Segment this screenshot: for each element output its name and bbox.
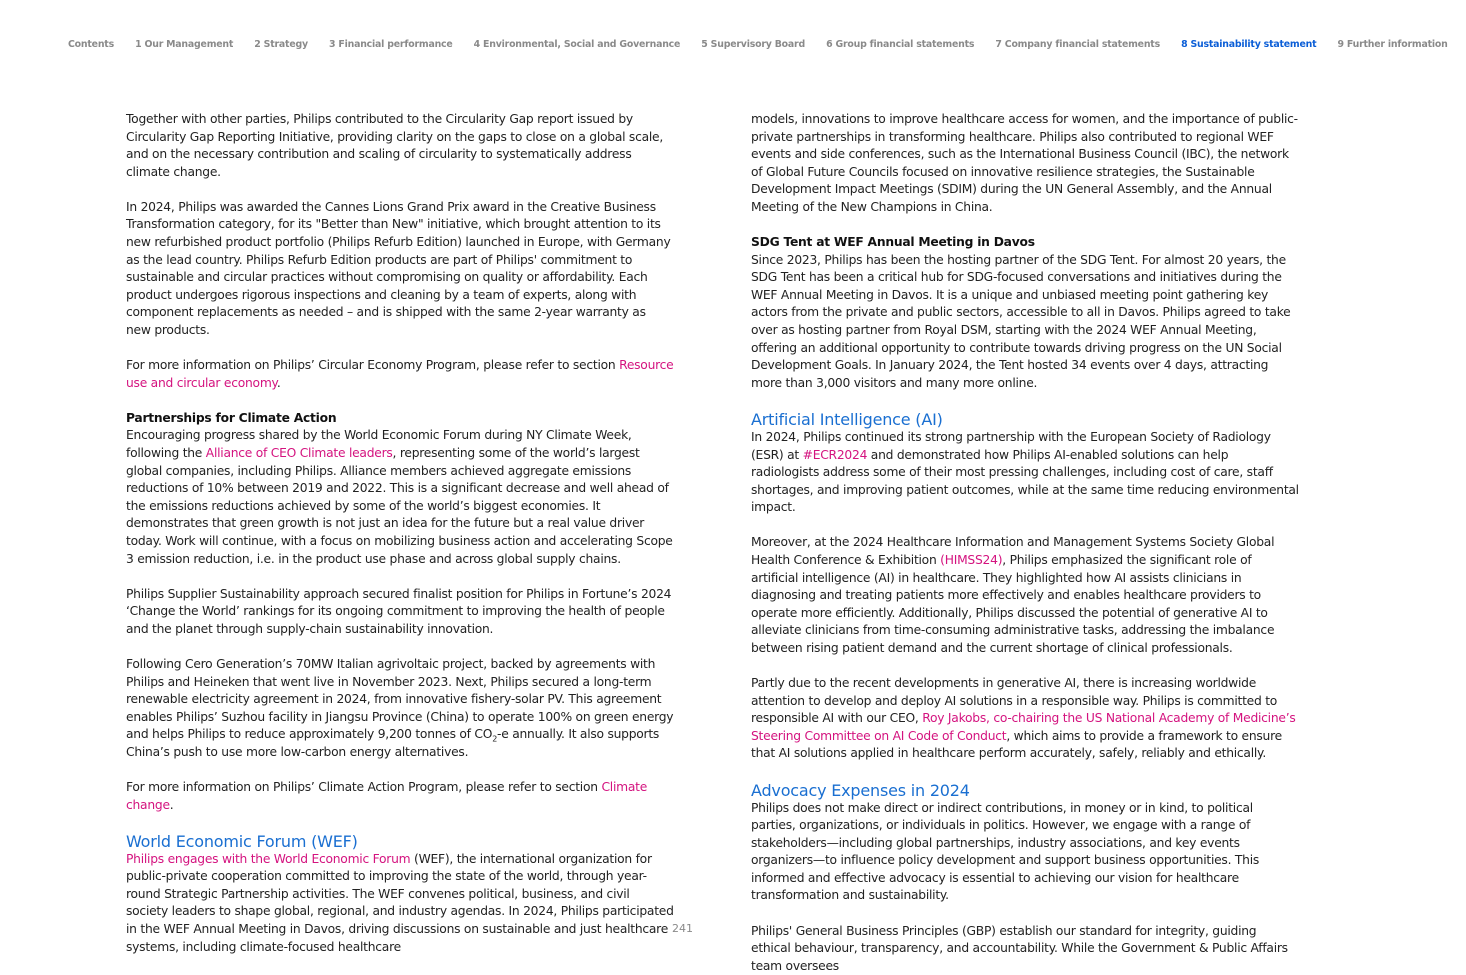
link-himss24[interactable]: (HIMSS24) bbox=[940, 552, 1003, 567]
paragraph-ecr2024: In 2024, Philips continued its strong partnership with the European Society of Radiology (ESR) at #ECR2024 and demonstrated how Philips AI-enabled solutions can help radiologists address some of their most pressing challenges, including cost of care, staff shortages, and improving patient outcomes, while at the same time reducing environmental impact. bbox=[751, 429, 1299, 515]
paragraph-gbp: Philips' General Business Principles (GBP) establish our standard for integrity, guiding ethical behaviour, transparency, and accountability. While the Government & Public Affairs team oversees bbox=[751, 923, 1288, 973]
subheading-partnerships: Partnerships for Climate Action bbox=[126, 410, 337, 425]
link-resource-use[interactable]: Resource use and circular economy bbox=[126, 358, 674, 390]
paragraph-climate-week: Encouraging progress shared by the World Economic Forum during NY Climate Week, following the Alliance of CEO Climate leaders, representing some of the world’s largest global companies, including Philips. Alliance members achieved aggregate emissions reductions of 10% between 2019 and 2022. This is a significant decrease and well ahead of the emissions reductions achieved by some of the world’s biggest economies. It demonstrates that green growth is not just an idea for the future but a real value driver today. Work will continue, with a focus on mobilizing business action and accelerating Scope 3 emission reduction, i.e. in the product use phase and across global supply chains. bbox=[126, 428, 673, 566]
paragraph-fortune: Philips Supplier Sustainability approach secured finalist position for Philips in Fortune’s 2024 ‘Change the World’ rankings for its ongoing commitment to improving the health of people and the planet through supply-chain sustainability innovation. bbox=[126, 586, 672, 636]
right-column bbox=[751, 111, 1299, 975]
nav-esg[interactable]: 4 Environmental, Social and Governance bbox=[473, 39, 681, 50]
nav-further-information[interactable]: 9 Further information bbox=[1337, 39, 1448, 50]
paragraph-wef-continued: models, innovations to improve healthcare access for women, and the importance of public-private partnerships in transforming healthcare. Philips also contributed to regional WEF events and side conferences, such as the International Business Council (IBC), the network of Global Future Councils focused on innovative resilience strategies, the Sustainable Development Impact Meetings (SDIM) during the UN General Assembly, and the Annual Meeting of the New Champions in China. bbox=[751, 112, 1298, 214]
nav-our-management[interactable]: 1 Our Management bbox=[135, 39, 234, 50]
nav-company-financial-statements[interactable]: 7 Company financial statements bbox=[995, 39, 1160, 50]
nav-supervisory-board[interactable]: 5 Supervisory Board bbox=[701, 39, 805, 50]
nav-sustainability-statement[interactable]: 8 Sustainability statement bbox=[1181, 39, 1317, 50]
nav-contents[interactable]: Contents bbox=[68, 39, 114, 50]
paragraph-climate-action-ref: For more information on Philips’ Climate Action Program, please refer to section Climate change. bbox=[126, 780, 648, 812]
paragraph-sdg-tent: Since 2023, Philips has been the hosting partner of the SDG Tent. For almost 20 years, the SDG Tent has been a critical hub for SDG-focused conversations and initiatives during the WEF Annual Meeting in Davos. It is a unique and unbiased meeting point gathering key actors from the private and public sectors, accessible to all in Davos. Philips agreed to take over as hosting partner from Royal DSM, starting with the 2024 WEF Annual Meeting, offering an additional opportunity to contribute towards driving progress on the UN Social Development Goals. In January 2024, the Tent hosted 34 events over 4 days, attracting more than 3,000 visitors and many more online. bbox=[751, 252, 1291, 390]
top-navigation bbox=[68, 39, 1466, 50]
subheading-sdg-tent: SDG Tent at WEF Annual Meeting in Davos bbox=[751, 235, 1035, 250]
paragraph-circularity-gap: Together with other parties, Philips contributed to the Circularity Gap report issued by Circularity Gap Reporting Initiative, providing clarity on the gaps to close on a global scale, and on the necessary contribution and scaling of circularity to systematically address climate change. bbox=[126, 112, 664, 179]
heading-advocacy: Advocacy Expenses in 2024 bbox=[751, 780, 970, 800]
nav-group-financial-statements[interactable]: 6 Group financial statements bbox=[826, 39, 975, 50]
link-roy-jakobs[interactable]: Roy Jakobs, co-chairing the US National Academy of Medicine’s Steering Committee on AI Code of Conduct bbox=[751, 711, 1296, 743]
left-column bbox=[126, 111, 674, 956]
paragraph-himss24: Moreover, at the 2024 Healthcare Information and Management Systems Society Global Health Conference & Exhibition (HIMSS24), Philips emphasized the significant role of artificial intelligence (AI) in healthcare. They highlighted how AI assists clinicians in diagnosing and treating patients more effectively and enables healthcare providers to operate more efficiently. Additionally, Philips discussed the potential of generative AI to alleviate clinicians from time-consuming administrative tasks, addressing the imbalance between rising patient demand and the current shortage of clinical professionals. bbox=[751, 535, 1275, 655]
link-alliance-ceo[interactable]: Alliance of CEO Climate leaders bbox=[205, 446, 393, 460]
paragraph-cero-generation: Following Cero Generation’s 70MW Italian agrivoltaic project, backed by agreements with Philips and Heineken that went live in November 2023. Next, Philips secured a long-term renewable electricity agreement in 2024, from innovative fishery-solar PV. This agreement enables Philips’ Suzhou facility in Jiangsu Province (China) to operate 100% on green energy and helps Philips to reduce approximately 9,200 tonnes of $CO_2-e$ annually. It also supports China’s push to use more low-carbon energy alternatives. bbox=[126, 656, 674, 759]
link-ecr2024[interactable]: #ECR2024 bbox=[802, 447, 868, 462]
paragraph-wef: Philips engages with the World Economic Forum (WEF), the international organization for public-private cooperation committed to improving the state of the world, through year-round Strategic Partnership activities. The WEF convenes political, business, and civil society leaders to shape global, regional, and industry agendas. In 2024, Philips participated in the WEF Annual Meeting in Davos, driving discussions on sustainable and just healthcare systems, including climate-focused healthcare bbox=[126, 851, 674, 954]
heading-wef: World Economic Forum (WEF) bbox=[126, 831, 358, 851]
page-number: 241 bbox=[672, 922, 693, 935]
nav-strategy[interactable]: 2 Strategy bbox=[254, 39, 308, 50]
paragraph-circular-economy-ref: For more information on Philips’ Circular Economy Program, please refer to section Resource use and circular economy. bbox=[126, 358, 674, 390]
nav-financial-performance[interactable]: 3 Financial performance bbox=[329, 39, 453, 50]
paragraph-cannes-lions: In 2024, Philips was awarded the Cannes Lions Grand Prix award in the Creative Business Transformation category, for its "Better than New" initiative, which brought attention to its new refurbished product portfolio (Philips Refurb Edition) launched in Europe, with Germany as the lead country. Philips Refurb Edition products are part of Philips' commitment to sustainable and circular practices without compromising on quality or affordability. Each product undergoes rigorous inspections and cleaning by a team of experts, along with component replacements as needed – and is shipped with the same 2-year warranty as new products. bbox=[126, 199, 671, 338]
link-climate-change[interactable]: Climate change bbox=[126, 780, 648, 812]
paragraph-responsible-ai: Partly due to the recent developments in generative AI, there is increasing worldwide attention to develop and deploy AI solutions in a responsible way. Philips is committed to responsible AI with our CEO, Roy Jakobs, co-chairing the US National Academy of Medicine’s Steering Committee on AI Code of Conduct, which aims to provide a framework to ensure that AI solutions applied in healthcare perform accurately, safely, reliably and ethically. bbox=[751, 676, 1296, 761]
heading-ai: Artificial Intelligence (AI) bbox=[751, 409, 943, 429]
link-philips-wef[interactable]: Philips engages with the World Economic Forum bbox=[126, 851, 411, 866]
paragraph-advocacy: Philips does not make direct or indirect contributions, in money or in kind, to political parties, organizations, or individuals in politics. However, we engage with a range of stakeholders—including global partnerships, industry associations, and key events organizers—to influence policy development and support business opportunities. This informed and effective advocacy is essential to achieving our vision for healthcare transformation and sustainability. bbox=[751, 800, 1260, 903]
